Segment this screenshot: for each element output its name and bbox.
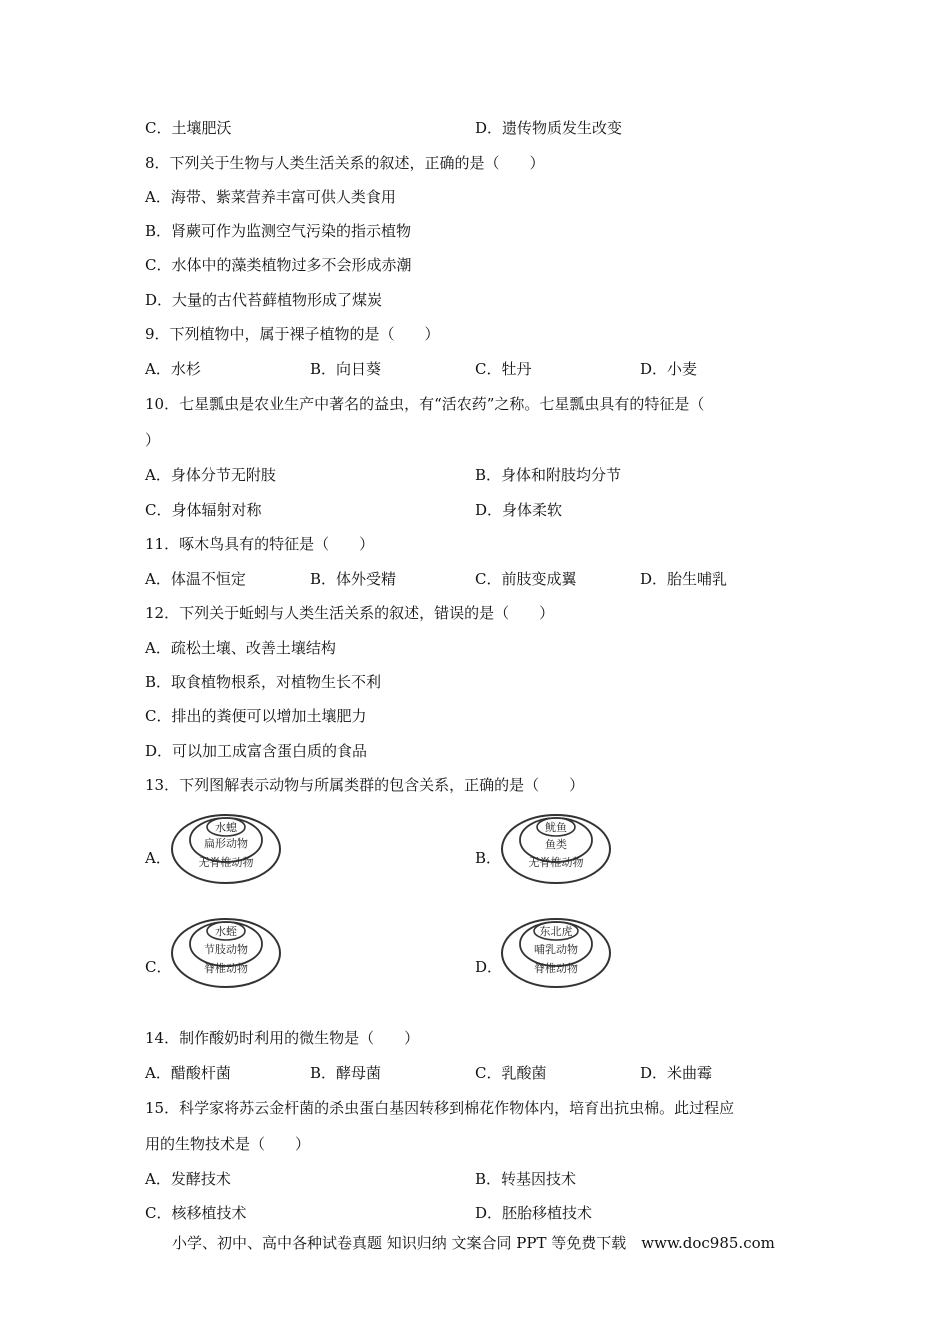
page-footer: 小学、初中、高中各种试卷真题 知识归纳 文案合同 PPT 等免费下载 www.doc985.com — [172, 1234, 775, 1252]
q8-stem: 8．下列关于生物与人类生活关系的叙述，正确的是（ ） — [145, 154, 545, 172]
q14-option-a: A．醋酸杆菌 — [145, 1064, 231, 1082]
q8-option-d: D．大量的古代苔藓植物形成了煤炭 — [145, 291, 383, 309]
q13-option-c-label: C． — [145, 958, 172, 976]
middle-label: 扁形动物 — [204, 837, 248, 850]
q8-option-a: A．海带、紫菜营养丰富可供人类食用 — [145, 188, 396, 206]
q15-option-a: A．发酵技术 — [145, 1170, 231, 1188]
middle-label: 节肢动物 — [204, 943, 248, 956]
q13-option-d-label: D． — [475, 958, 503, 976]
q15-option-c: C．核移植技术 — [145, 1204, 247, 1222]
q8-option-b: B．肾蕨可作为监测空气污染的指示植物 — [145, 222, 412, 240]
q14-stem: 14．制作酸奶时利用的微生物是（ ） — [145, 1029, 420, 1047]
q14-option-c: C．乳酸菌 — [475, 1064, 547, 1082]
q13-stem: 13．下列图解表示动物与所属类群的包含关系，正确的是（ ） — [145, 776, 585, 794]
outer-label: 脊椎动物 — [204, 962, 248, 975]
q12-option-b: B．取食植物根系，对植物生长不利 — [145, 673, 382, 691]
outer-label: 无脊椎动物 — [528, 856, 584, 869]
q10-option-d: D．身体柔软 — [475, 501, 563, 519]
inner-label: 水蛭 — [215, 925, 237, 938]
q7-option-c: C．土壤肥沃 — [145, 119, 232, 137]
inner-label: 鱿鱼 — [545, 821, 567, 834]
q9-option-d: D．小麦 — [640, 360, 698, 378]
q13-diagram-c — [170, 917, 282, 989]
q11-option-c: C．前肢变成翼 — [475, 570, 577, 588]
q10-stem-cont: ） — [145, 431, 161, 449]
q11-option-d: D．胎生哺乳 — [640, 570, 728, 588]
q13-diagram-d — [500, 917, 612, 989]
middle-label: 鱼类 — [545, 838, 567, 851]
q11-option-a: A．体温不恒定 — [145, 570, 246, 588]
q14-option-d: D．米曲霉 — [640, 1064, 713, 1082]
q12-option-a: A．疏松土壤、改善土壤结构 — [145, 639, 336, 657]
q12-option-c: C．排出的粪便可以增加土壤肥力 — [145, 707, 367, 725]
q10-option-a: A．身体分节无附肢 — [145, 466, 276, 484]
q12-option-d: D．可以加工成富含蛋白质的食品 — [145, 742, 368, 760]
q15-option-b: B．转基因技术 — [475, 1170, 577, 1188]
outer-label: 脊椎动物 — [534, 962, 578, 975]
q11-stem: 11．啄木鸟具有的特征是（ ） — [145, 535, 375, 553]
q12-stem: 12．下列关于蚯蚓与人类生活关系的叙述，错误的是（ ） — [145, 604, 555, 622]
q10-stem: 10．七星瓢虫是农业生产中著名的益虫，有“活农药”之称。七星瓢虫具有的特征是（ — [145, 395, 705, 413]
q13-option-b-label: B． — [475, 849, 502, 867]
q13-diagram-a — [170, 813, 282, 885]
q9-option-c: C．牡丹 — [475, 360, 532, 378]
q8-option-c: C．水体中的藻类植物过多不会形成赤潮 — [145, 256, 412, 274]
q15-stem-cont: 用的生物技术是（ ） — [145, 1135, 311, 1153]
q7-option-d: D．遗传物质发生改变 — [475, 119, 623, 137]
inner-label: 水螅 — [215, 821, 237, 834]
q10-option-b: B．身体和附肢均分节 — [475, 466, 622, 484]
q9-stem: 9．下列植物中，属于裸子植物的是（ ） — [145, 325, 440, 343]
middle-label: 哺乳动物 — [534, 943, 578, 956]
q11-option-b: B．体外受精 — [310, 570, 397, 588]
q15-stem: 15．科学家将苏云金杆菌的杀虫蛋白基因转移到棉花作物体内，培育出抗虫棉。此过程应 — [145, 1099, 735, 1117]
q9-option-a: A．水杉 — [145, 360, 201, 378]
q14-option-b: B．酵母菌 — [310, 1064, 382, 1082]
q9-option-b: B．向日葵 — [310, 360, 382, 378]
inner-label: 东北虎 — [539, 925, 573, 938]
q13-diagram-b — [500, 813, 612, 885]
q13-option-a-label: A． — [145, 849, 171, 867]
q15-option-d: D．胚胎移植技术 — [475, 1204, 593, 1222]
q10-option-c: C．身体辐射对称 — [145, 501, 262, 519]
outer-label: 无脊椎动物 — [198, 856, 254, 869]
